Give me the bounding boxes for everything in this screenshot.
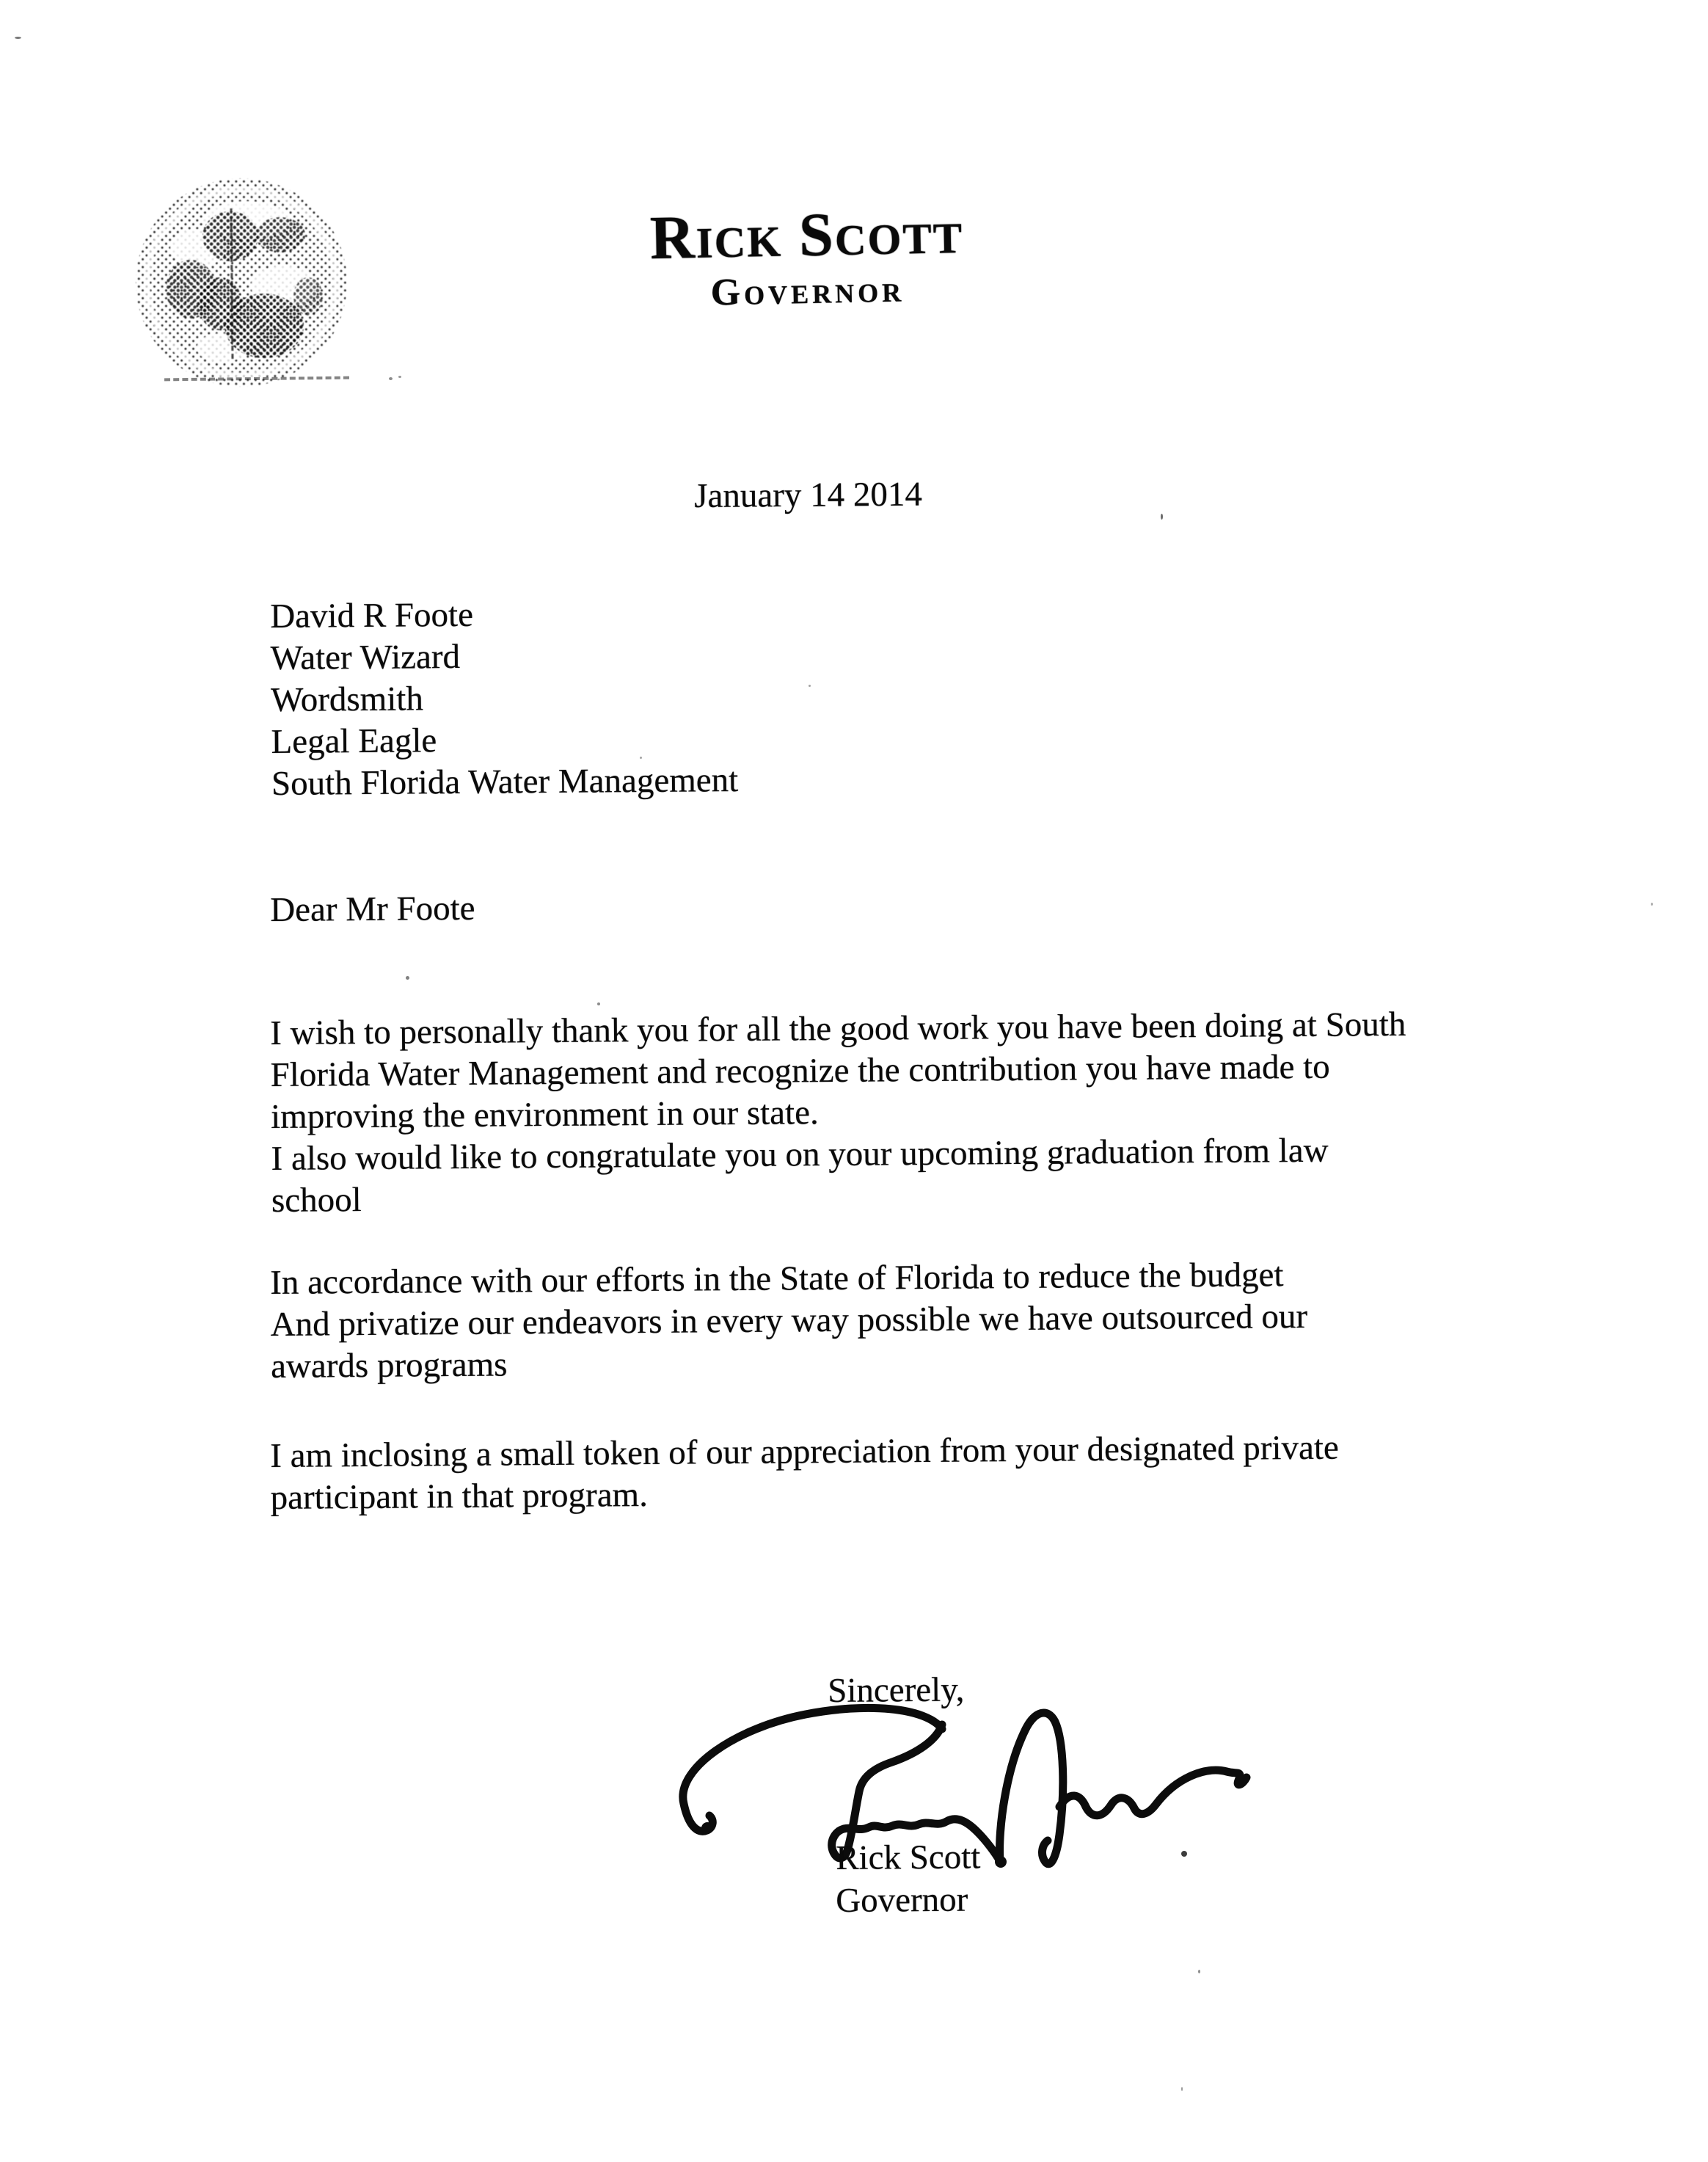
body-line: And privatize our endeavors in every way possible we have outsourced our [270,1297,1308,1344]
state-seal-icon [135,178,348,387]
scan-speck [809,685,811,687]
scan-speck [1651,903,1653,906]
body-line: In accordance with our efforts in the State of Florida to reduce the budget [270,1256,1284,1302]
scan-speck [406,976,409,980]
recipient-line: Wordsmith [270,680,424,719]
recipient-line: Water Wizard [270,637,461,677]
date-line: January 14 2014 [694,475,923,515]
scan-speck [1198,1970,1200,1973]
body-line: I also would like to congratulate you on your upcoming graduation from law [271,1131,1329,1178]
recipient-block [270,592,738,805]
body-line: school [271,1181,362,1220]
letterhead-name: Rick Scott [649,197,964,273]
salutation: Dear Mr Foote [270,889,475,929]
scan-speck [15,37,21,39]
recipient-line: Legal Eagle [271,721,437,761]
body-line: Florida Water Management and recognize the contribution you have made to [270,1047,1330,1094]
scan-speck [1181,2087,1183,2091]
scan-speck [597,1002,600,1005]
letterhead-title: Governor [710,268,905,314]
scan-speck [398,376,401,378]
body-line: improving the environment in our state. [270,1093,819,1136]
scan-speck [1161,514,1163,520]
recipient-line: South Florida Water Management [271,760,739,803]
body-paragraph [270,1427,1339,1519]
body-paragraph [270,1254,1308,1388]
recipient-line: David R Foote [270,595,474,636]
body-line: I am inclosing a small token of our appreciation from your designated private [270,1428,1339,1475]
signer-name: Rick Scott [836,1838,981,1877]
scan-speck [640,757,642,759]
body-paragraph [270,1004,1407,1222]
scan-speck [389,377,393,380]
body-line: I wish to personally thank you for all the good work you have been doing at South [270,1005,1406,1052]
valediction: Sincerely, [828,1670,965,1710]
letterhead [513,198,1102,316]
signer-title: Governor [836,1880,968,1920]
body-line: awards programs [270,1345,508,1386]
body-line: participant in that program. [270,1475,649,1517]
